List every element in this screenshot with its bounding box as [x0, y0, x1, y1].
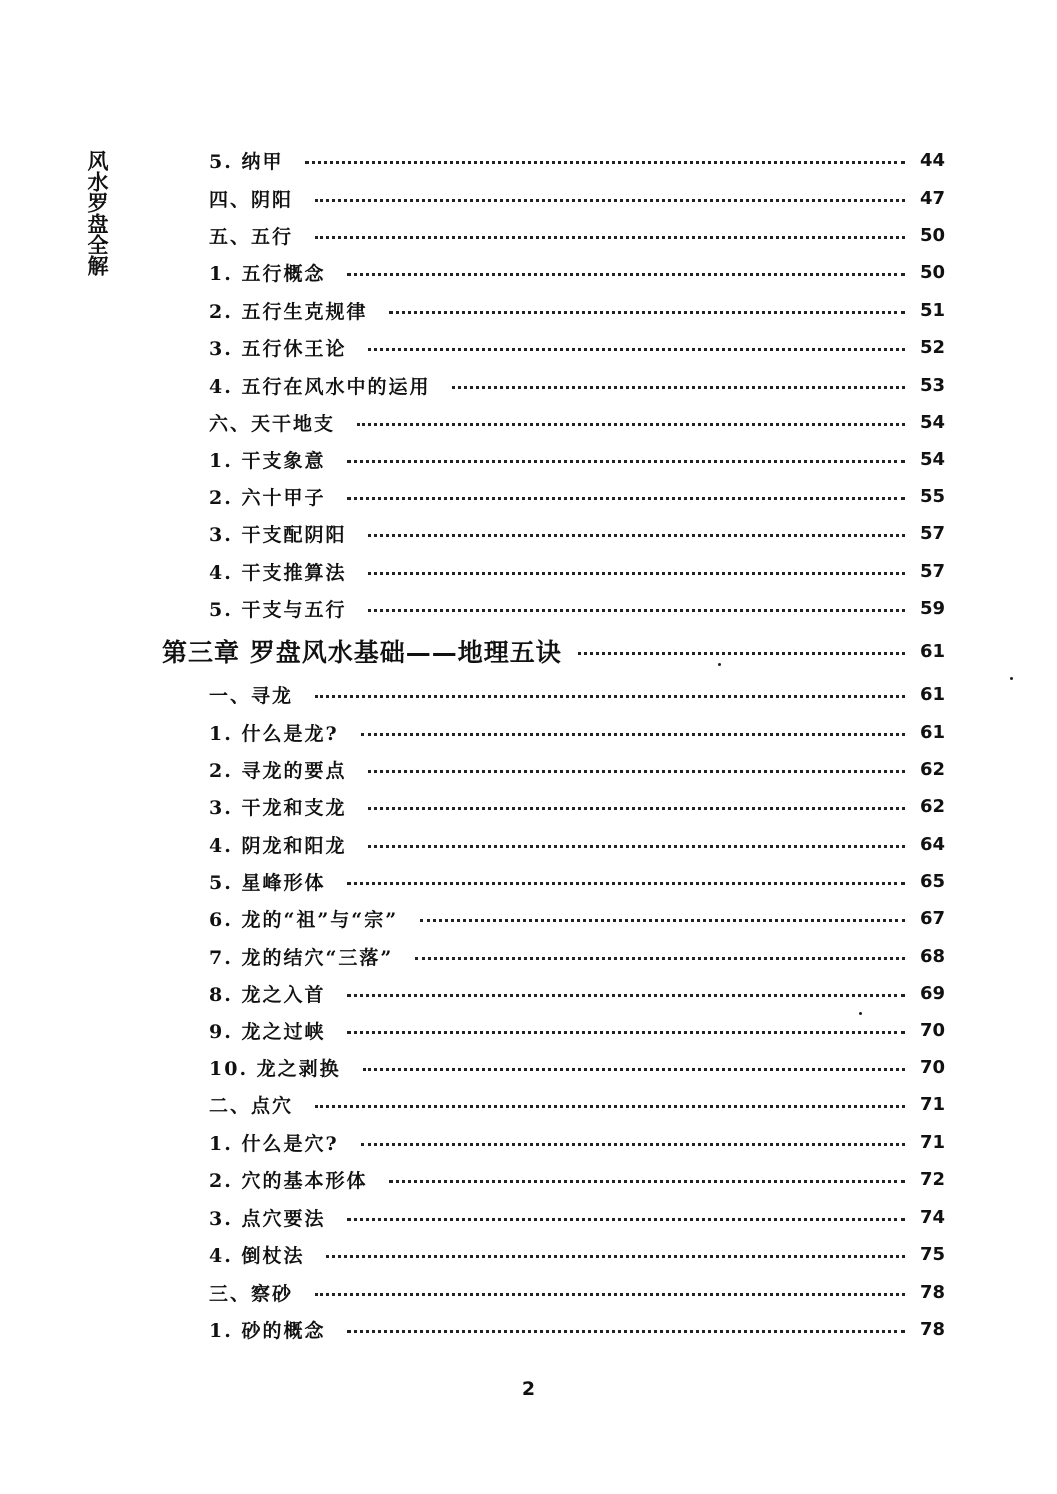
toc-label: 8. 龙之入首: [209, 983, 326, 1006]
toc-label: 10. 龙之剥换: [209, 1057, 341, 1080]
toc-page-number: 51: [919, 299, 945, 321]
dot-leader: [368, 534, 905, 537]
toc-label: 三、察砂: [209, 1282, 294, 1305]
toc-item: [209, 370, 945, 400]
dot-leader: [347, 994, 905, 997]
dot-leader: [347, 497, 905, 500]
toc-item: [209, 1127, 945, 1157]
toc-label: 2. 六十甲子: [209, 486, 326, 509]
toc-label: 3. 干支配阴阳: [209, 523, 347, 546]
toc-page-number: 61: [919, 683, 945, 705]
toc-label: 二、点穴: [209, 1094, 294, 1117]
toc-item: [209, 257, 945, 287]
toc-label: 4. 倒杖法: [209, 1244, 305, 1267]
toc-page-number: 70: [919, 1019, 945, 1041]
toc-page-number: 67: [919, 907, 945, 929]
toc-label: 4. 五行在风水中的运用: [209, 375, 431, 398]
toc-page-number: 78: [919, 1281, 945, 1303]
toc-chapter: [162, 636, 945, 666]
toc-item: [209, 593, 945, 623]
toc-page-number: 54: [919, 448, 945, 470]
toc-section: [209, 1089, 945, 1119]
toc-item: [209, 791, 945, 821]
toc-label: 1. 什么是穴?: [209, 1132, 339, 1155]
toc-page-number: 65: [919, 870, 945, 892]
dot-leader: [315, 1293, 905, 1296]
toc-label: 3. 点穴要法: [209, 1207, 326, 1230]
toc-item: [209, 754, 945, 784]
toc-section: [209, 1277, 945, 1307]
dot-leader: [368, 845, 905, 848]
toc-item: [209, 295, 945, 325]
toc-item: [209, 903, 945, 933]
toc-label: 6. 龙的“祖”与“宗”: [209, 908, 399, 931]
toc-section: [209, 220, 945, 250]
toc-label: 1. 砂的概念: [209, 1319, 326, 1342]
dot-leader: [415, 957, 905, 960]
page-number: 2: [521, 1378, 536, 1400]
toc-label: 5. 星峰形体: [209, 871, 326, 894]
dot-leader: [357, 423, 905, 426]
toc-label: 5. 纳甲: [209, 150, 284, 173]
toc-item: [209, 332, 945, 362]
toc-item: [209, 1202, 945, 1232]
toc-page-number: 47: [919, 187, 945, 209]
toc-item: [209, 145, 945, 175]
dot-leader: [347, 1031, 905, 1034]
toc-page-number: 71: [919, 1093, 945, 1115]
dot-leader: [368, 348, 905, 351]
toc-label: 1. 干支象意: [209, 449, 326, 472]
toc-page-number: 62: [919, 758, 945, 780]
dot-leader: [361, 1143, 905, 1146]
toc-page-number: 64: [919, 833, 945, 855]
toc-item: [209, 1164, 945, 1194]
dot-leader: [315, 199, 905, 202]
dot-leader: [305, 161, 905, 164]
toc-page-number: 61: [919, 721, 945, 743]
dot-leader: [347, 1330, 905, 1333]
toc-label: 1. 五行概念: [209, 262, 326, 285]
toc-label: 第三章 罗盘风水基础——地理五诀: [162, 638, 562, 667]
toc-page-number: 68: [919, 945, 945, 967]
dot-leader: [368, 572, 905, 575]
toc-item: [209, 444, 945, 474]
toc-page-number: 62: [919, 795, 945, 817]
toc-item: [209, 941, 945, 971]
scan-speck: [859, 1012, 862, 1015]
toc-page-number: 57: [919, 560, 945, 582]
toc-page-number: 55: [919, 485, 945, 507]
toc-section: [209, 679, 945, 709]
dot-leader: [368, 609, 905, 612]
toc-item: [209, 556, 945, 586]
toc-item: [209, 1314, 945, 1344]
dot-leader: [420, 919, 905, 922]
dot-leader: [368, 807, 905, 810]
toc-page-number: 78: [919, 1318, 945, 1340]
toc-page-number: 74: [919, 1206, 945, 1228]
dot-leader: [389, 311, 905, 314]
toc-page-number: 69: [919, 982, 945, 1004]
dot-leader: [389, 1180, 905, 1183]
book-side-title: 风水罗盘全解: [85, 150, 109, 276]
toc-label: 7. 龙的结穴“三落”: [209, 946, 394, 969]
dot-leader: [347, 1218, 905, 1221]
toc-label: 5. 干支与五行: [209, 598, 347, 621]
toc-item: [209, 717, 945, 747]
dot-leader: [315, 695, 905, 698]
toc-label: 4. 干支推算法: [209, 561, 347, 584]
toc-page-number: 50: [919, 224, 945, 246]
toc-item: [209, 518, 945, 548]
toc-item: [209, 866, 945, 896]
toc-page-number: 75: [919, 1243, 945, 1265]
toc-label: 五、五行: [209, 225, 294, 248]
toc-label: 9. 龙之过峡: [209, 1020, 326, 1043]
toc-item: [209, 481, 945, 511]
toc-label: 1. 什么是龙?: [209, 722, 339, 745]
toc-item: [209, 829, 945, 859]
scan-speck: [1010, 677, 1013, 680]
dot-leader: [347, 882, 905, 885]
toc-item: [209, 1015, 945, 1045]
toc-label: 一、寻龙: [209, 684, 294, 707]
toc-page-number: 57: [919, 522, 945, 544]
toc-section: [209, 407, 945, 437]
toc-page-number: 52: [919, 336, 945, 358]
toc-page-number: 50: [919, 261, 945, 283]
dot-leader: [347, 460, 905, 463]
toc-page-number: 71: [919, 1131, 945, 1153]
toc-page-number: 59: [919, 597, 945, 619]
toc-label: 3. 五行休王论: [209, 337, 347, 360]
dot-leader: [361, 733, 905, 736]
dot-leader: [315, 1105, 905, 1108]
dot-leader: [452, 386, 905, 389]
dot-leader: [363, 1068, 905, 1071]
toc-item: [209, 1239, 945, 1269]
toc-label: 2. 寻龙的要点: [209, 759, 347, 782]
dot-leader: [315, 236, 905, 239]
toc-page-number: 44: [919, 149, 945, 171]
dot-leader: [326, 1255, 905, 1258]
dot-leader: [368, 770, 905, 773]
toc-label: 2. 五行生克规律: [209, 300, 368, 323]
toc-page-number: 61: [919, 640, 945, 662]
toc-section: [209, 183, 945, 213]
toc-page-number: 54: [919, 411, 945, 433]
toc-page-number: 72: [919, 1168, 945, 1190]
toc-page-number: 70: [919, 1056, 945, 1078]
toc-page-number: 53: [919, 374, 945, 396]
toc-label: 2. 穴的基本形体: [209, 1169, 368, 1192]
toc-label: 四、阴阳: [209, 188, 294, 211]
dot-leader: [347, 273, 905, 276]
toc-label: 4. 阴龙和阳龙: [209, 834, 347, 857]
dot-leader: [578, 652, 905, 655]
toc-label: 六、天干地支: [209, 412, 336, 435]
toc-label: 3. 干龙和支龙: [209, 796, 347, 819]
scan-speck: [718, 663, 721, 666]
toc-item: [209, 978, 945, 1008]
toc-item: [209, 1052, 945, 1082]
